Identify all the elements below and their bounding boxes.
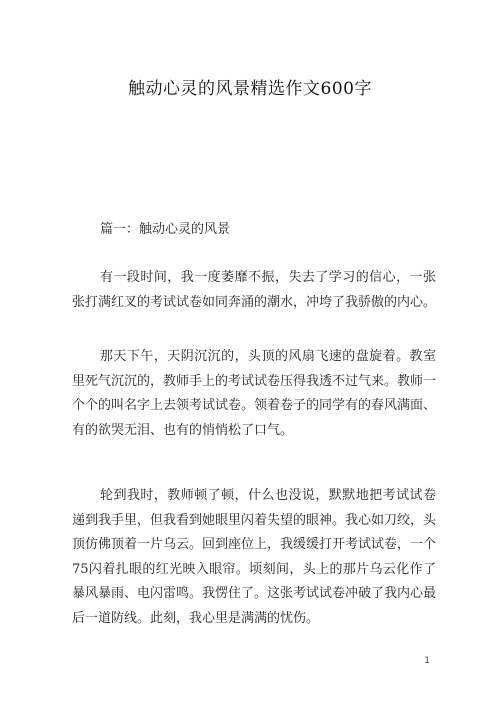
section-heading: 篇一：触动心灵的风景 — [100, 222, 231, 237]
paragraph-1: 有一段时间，我一度萎靡不振，失去了学习的信心，一张张打满红叉的考试试卷如同奔涌的潮水，冲垮了我骄傲的内心。 — [72, 270, 437, 310]
paragraph-2: 那天下午，天阴沉沉的，头顶的风扇飞速的盘旋着。教室里死气沉沉的，教师手上的考试试卷压得我透不过气来。教师一个个的叫名字上去领考试试卷。领着卷子的同学有的春风满面、有的欲哭无泪、也有的悄悄松了口气。 — [72, 349, 437, 438]
document-title: 触动心灵的风景精选作文600字 — [128, 79, 372, 99]
paragraph-3: 轮到我时，教师顿了顿，什么也没说，默默地把考试试卷递到我手里，但我看到她眼里闪着失望的眼神。我心如刀绞，头顶仿佛顶着一片乌云。回到座位上，我缓缓打开考试试卷，一个75闪着扎眼的红光映入眼帘。顷刻间，头上的那片乌云化作了暴风暴雨、电闪雷鸣。我愣住了。这张考试试卷冲破了我内心最后一道防线。此刻，我心里是满满的忧伤。 — [72, 488, 437, 626]
page-number: 1 — [424, 656, 430, 666]
